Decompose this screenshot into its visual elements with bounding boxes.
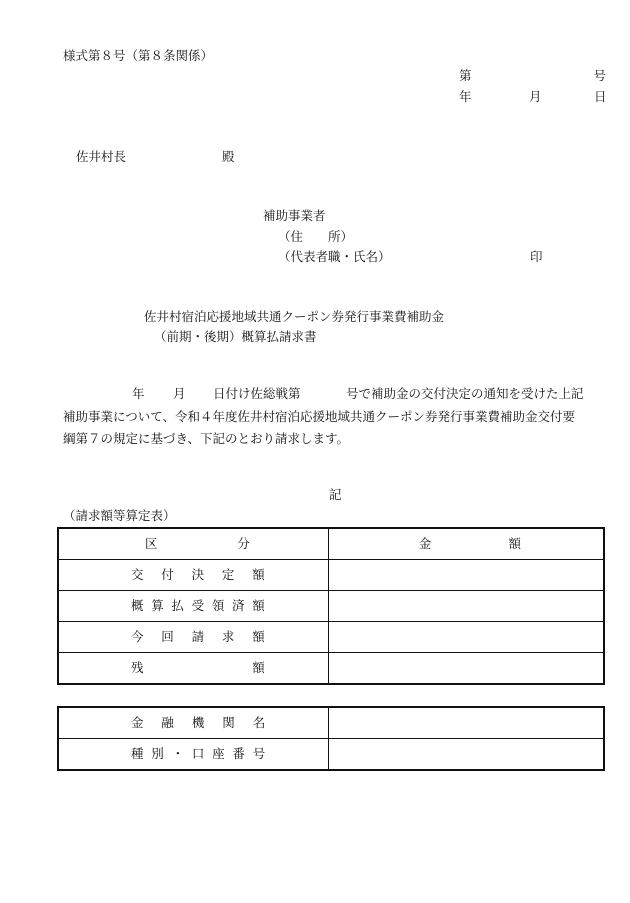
label-char: 算	[151, 597, 164, 613]
label-char: 金	[131, 714, 144, 730]
body-line3: 綱第７の規定に基づき、下記のとおり請求します。	[63, 431, 350, 446]
bank-account-table	[57, 706, 605, 771]
body-line1-rest: 号で補助金の交付決定の通知を受けた上記	[346, 386, 584, 401]
label-char: 機	[191, 714, 205, 730]
row-label	[58, 739, 329, 771]
amount-cell[interactable]	[328, 622, 604, 653]
table-caption: （請求額等算定表）	[63, 508, 176, 523]
label-char: 関	[222, 714, 235, 730]
label-char: 残	[131, 659, 144, 675]
label-char: 求	[221, 628, 235, 644]
label-char: 領	[211, 597, 225, 613]
document-title-line2: （前期・後期）概算払請求書	[154, 329, 317, 344]
account-number-cell[interactable]	[329, 739, 604, 771]
body-date-ref: 日付け佐総戦第	[213, 386, 301, 401]
label-char: 番	[232, 745, 245, 761]
amount-cell[interactable]	[328, 653, 604, 685]
label-char: 名	[252, 714, 266, 730]
applicant-title: 補助事業者	[263, 208, 326, 223]
label-char: 済	[232, 597, 245, 613]
label-char: 額	[252, 659, 265, 675]
row-label	[58, 622, 328, 653]
date-month: 月	[529, 89, 542, 104]
label-char: 融	[161, 714, 174, 730]
label-char: 決	[191, 566, 205, 582]
document-title-line1: 佐井村宿泊応援地域共通クーポン券発行事業費補助金	[144, 309, 445, 324]
seal-mark: 印	[530, 249, 543, 264]
doc-no-prefix: 第	[459, 68, 472, 83]
label-char: 請	[191, 628, 205, 644]
label-char: 種	[131, 745, 144, 761]
bank-name-cell[interactable]	[329, 707, 604, 739]
form-label: 様式第８号（第８条関係）	[63, 48, 214, 63]
header-amount-char: 金	[418, 535, 432, 551]
row-label	[58, 653, 328, 685]
header-category-char: 分	[237, 535, 250, 551]
label-char: 付	[161, 566, 174, 582]
label-char: 額	[252, 566, 265, 582]
header-amount-char: 額	[508, 535, 521, 551]
date-year: 年	[459, 89, 472, 104]
table-row	[58, 591, 604, 622]
label-char: 座	[212, 745, 225, 761]
body-month: 月	[173, 386, 186, 401]
doc-no-suffix: 号	[593, 68, 606, 83]
row-label	[58, 560, 328, 591]
amount-cell[interactable]	[328, 591, 604, 622]
applicant-address-label: （住 所）	[278, 229, 354, 244]
recipient-honorific: 殿	[222, 149, 235, 164]
label-char: 額	[252, 628, 265, 644]
date-line	[459, 91, 606, 105]
calculation-table	[57, 527, 605, 685]
label-char: 回	[161, 628, 174, 644]
applicant-representative-label: （代表者職・氏名）	[278, 249, 391, 264]
table-header-row	[58, 528, 604, 560]
ki-heading: 記	[329, 487, 342, 502]
label-char: 額	[252, 597, 265, 613]
body-paragraph	[63, 383, 608, 451]
label-char: ・	[171, 745, 185, 761]
label-char: 号	[252, 745, 266, 761]
label-char: 受	[191, 597, 205, 613]
date-day: 日	[594, 89, 607, 104]
label-char: 交	[131, 566, 144, 582]
table-row	[58, 622, 604, 653]
header-amount	[328, 528, 604, 560]
label-char: 定	[221, 566, 235, 582]
row-label	[58, 707, 329, 739]
amount-cell[interactable]	[328, 560, 604, 591]
table-row	[58, 653, 604, 685]
label-char: 今	[131, 628, 144, 644]
label-char: 口	[191, 745, 205, 761]
recipient-name: 佐井村長	[76, 149, 127, 164]
row-label	[58, 591, 328, 622]
body-line2: 補助事業について、令和４年度佐井村宿泊応援地域共通クーポン券発行事業費補助金交付要	[63, 409, 576, 424]
header-category	[58, 528, 328, 560]
label-char: 払	[171, 597, 184, 613]
body-year: 年	[132, 386, 145, 401]
header-category-char: 区	[145, 535, 158, 551]
label-char: 別	[151, 745, 164, 761]
table-row	[58, 707, 604, 739]
table-row	[58, 560, 604, 591]
document-number	[459, 70, 606, 83]
table-row	[58, 739, 604, 771]
label-char: 概	[131, 597, 144, 613]
